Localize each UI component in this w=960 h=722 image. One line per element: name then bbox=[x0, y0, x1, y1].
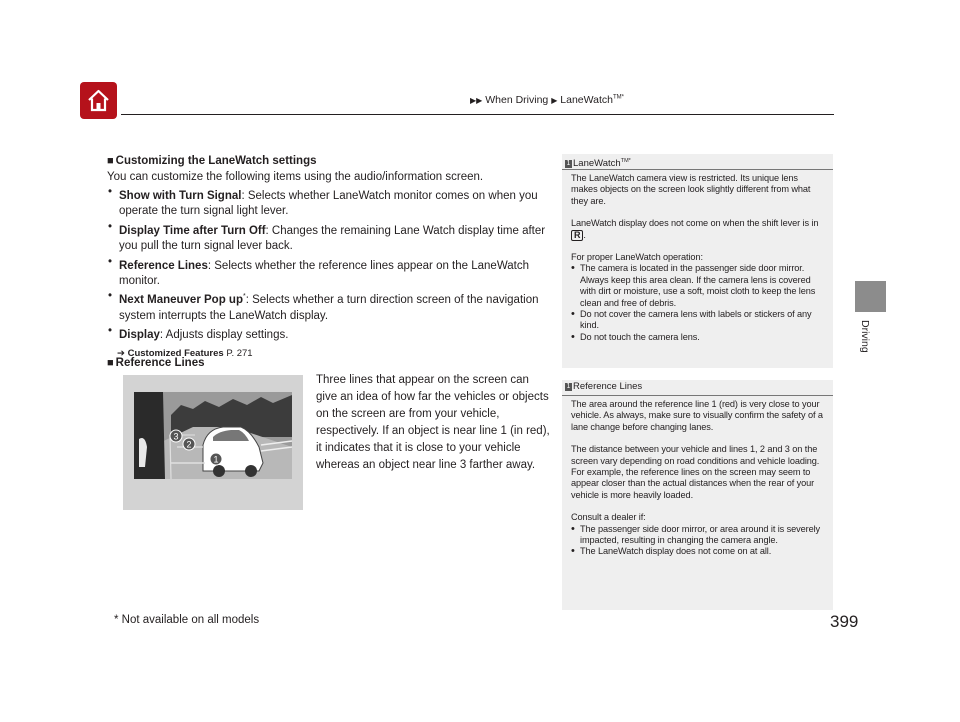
settings-list bbox=[107, 185, 552, 344]
shift-r-key: R bbox=[571, 230, 583, 241]
list-item: • Do not touch the camera lens. bbox=[571, 332, 825, 343]
breadcrumb-arrow-icon: ▶▶ bbox=[470, 96, 483, 105]
section-intro: You can customize the following items using the audio/information screen. bbox=[107, 170, 484, 183]
square-bullet-icon: ■ bbox=[107, 155, 114, 167]
section-heading: ■ Customizing the LaneWatch settings bbox=[107, 155, 317, 167]
cross-reference-link[interactable]: ➔ Customized Features P. 271 bbox=[117, 347, 253, 359]
sidebox-paragraph: Consult a dealer if: bbox=[571, 512, 646, 523]
sidebox-paragraph: The area around the reference line 1 (red) is very close to your vehicle. As always, make sure to visually confirm the safety of a lane change before changing lanes. bbox=[571, 399, 823, 432]
sidebox-paragraph: The LaneWatch camera view is restricted. Its unique lens makes objects on the screen look slightly different from what they are. bbox=[571, 173, 811, 206]
svg-text:1: 1 bbox=[213, 454, 219, 465]
list-item: • Do not cover the camera lens with labels or stickers of any kind. bbox=[571, 309, 825, 332]
breadcrumb-item-when-driving[interactable]: When Driving bbox=[485, 94, 549, 106]
sidebox-paragraph: For proper LaneWatch operation: bbox=[571, 252, 703, 263]
list-item: • Reference Lines: Selects whether the reference lines appear on the LaneWatch monitor. bbox=[107, 255, 552, 290]
cross-reference-arrow-icon: ➔ bbox=[117, 347, 125, 359]
customizing-section bbox=[107, 154, 552, 361]
sidebox-lanewatch bbox=[562, 154, 833, 368]
square-bullet-icon: ■ bbox=[107, 357, 114, 369]
lanewatch-screen-illustration bbox=[123, 375, 303, 510]
list-item: • Next Maneuver Pop up*: Selects whether a turn direction screen of the navigation system interrupts the LaneWatch display. bbox=[107, 289, 552, 324]
page-number: 399 bbox=[830, 612, 859, 631]
callout-1 bbox=[210, 453, 222, 465]
list-item: • The passenger side door mirror, or area around it is severely impacted, resulting in changing the camera angle. bbox=[571, 524, 825, 547]
breadcrumb-item-lanewatch[interactable]: LaneWatch$^{TM*}$ bbox=[560, 94, 625, 106]
header-rule bbox=[121, 114, 834, 115]
list-item: • The camera is located in the passenger side door mirror. Always keep this area clean. If the camera lens is covered with dirt or moisture, use a soft, moist cloth to keep the lens clean and free of debris. bbox=[571, 263, 825, 309]
footnote: * Not available on all models bbox=[114, 614, 260, 626]
callout-2 bbox=[183, 438, 195, 450]
sidebox-paragraph: The distance between your vehicle and lines 1, 2 and 3 on the screen vary depending on road conditions and vehicle loading. For example, the reference lines on the screen may seem to appear closer than the actual distances when the rear of your vehicle is more heavily loaded. bbox=[571, 444, 820, 500]
home-button[interactable] bbox=[80, 82, 117, 119]
list-item: • Display: Adjusts display settings. bbox=[107, 324, 552, 343]
sidebox-title: 1 LaneWatch$^{TM*}$ bbox=[562, 154, 833, 170]
reference-lines-text: Three lines that appear on the screen can give an idea of how far the vehicles or objects on the screen are from your vehicle, respectively. If an object is near line 1 (in red), it indicates that it is close to your vehicle whereas an object near line 3 farther away. bbox=[316, 374, 550, 471]
callout-3 bbox=[170, 430, 182, 442]
svg-text:2: 2 bbox=[186, 439, 192, 450]
list-item: • The LaneWatch display does not come on at all. bbox=[571, 546, 825, 557]
list-item: • Show with Turn Signal: Selects whether LaneWatch monitor comes on when you operate the turn signal light lever. bbox=[107, 185, 552, 220]
home-icon bbox=[86, 88, 111, 113]
breadcrumb-arrow-icon: ▶ bbox=[551, 96, 558, 105]
sidebox-reference-lines bbox=[562, 380, 833, 610]
svg-text:3: 3 bbox=[173, 431, 179, 442]
side-tab-marker bbox=[855, 281, 886, 312]
reference-lines-heading: ■ Reference Lines bbox=[107, 357, 205, 369]
sidebox-title: 1 Reference Lines bbox=[562, 380, 833, 396]
breadcrumb bbox=[470, 94, 624, 106]
list-item: • Display Time after Turn Off: Changes the remaining Lane Watch display time after you pull the turn signal lever back. bbox=[107, 220, 552, 255]
sidebox-paragraph: LaneWatch display does not come on when the shift lever is in R . bbox=[571, 218, 819, 240]
